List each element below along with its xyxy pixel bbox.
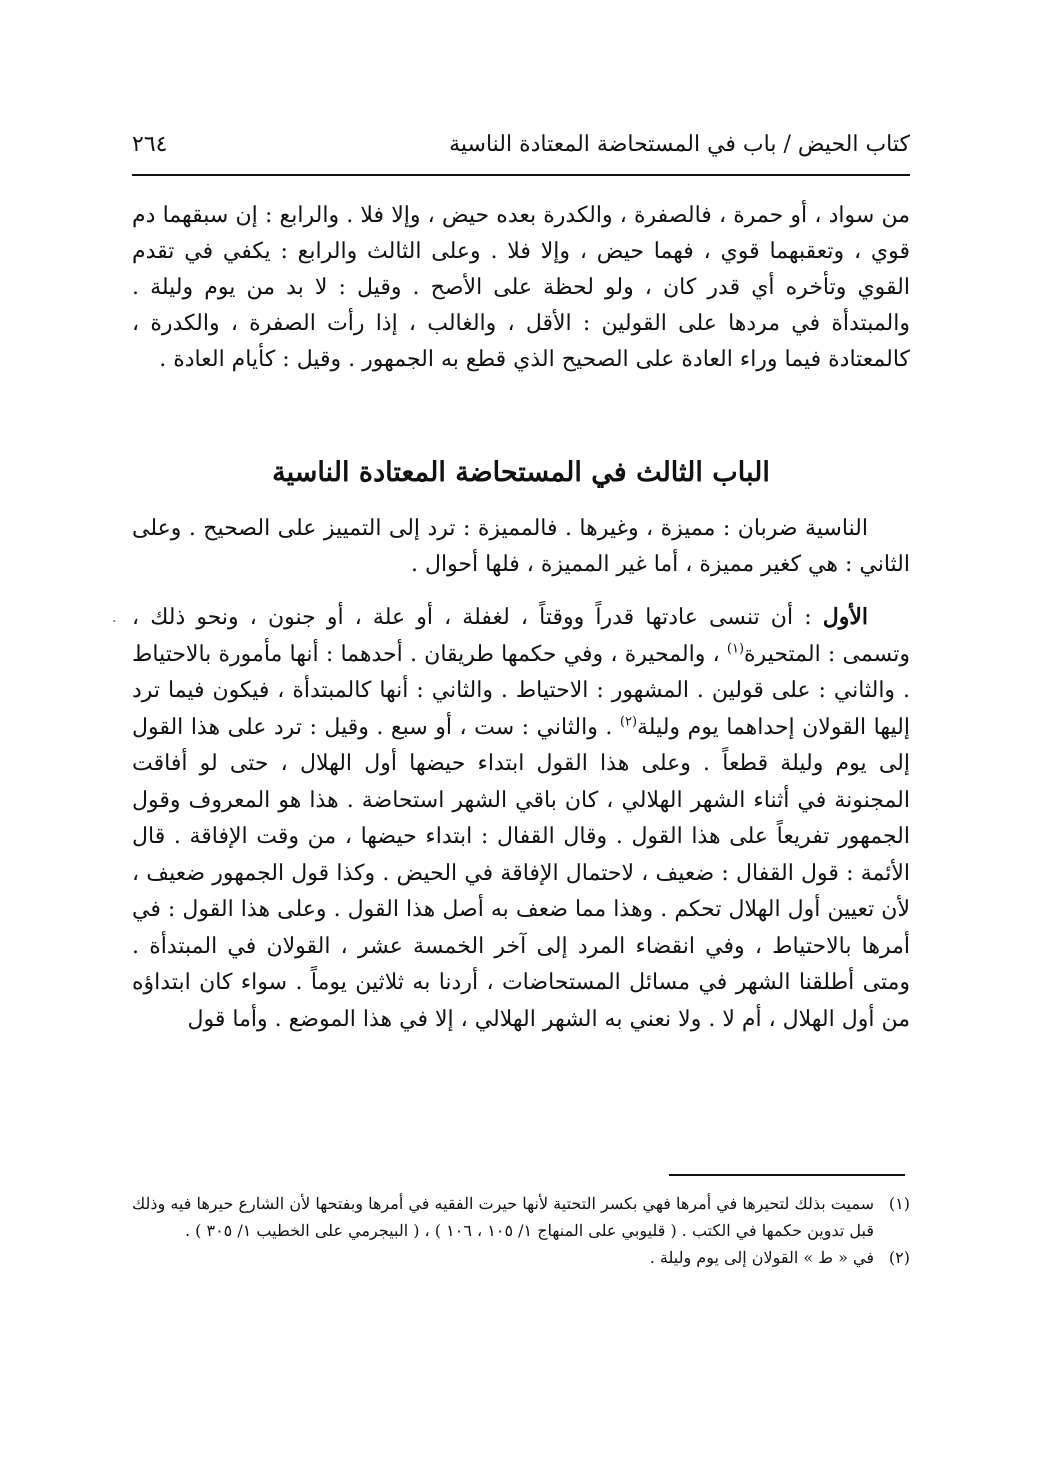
footnotes	[132, 1190, 910, 1271]
chapter-heading: الباب الثالث في المستحاضة المعتادة الناسية	[272, 457, 770, 488]
footnote-2	[132, 1244, 910, 1271]
footnote-number: (٢)	[888, 1248, 910, 1267]
first-case-lead: الأول	[822, 604, 868, 630]
footnote-ref-2[interactable]: (٢)	[619, 714, 638, 730]
header-divider	[132, 174, 910, 176]
first-case-text-1: : أن تنسى عادتها قدراً ووقتاً ، لغفلة ، أو علة ، أو جنون ، ونحو ذلك ، وتسمى : المتحيرة	[132, 605, 910, 667]
first-case-text-2: ، والمحيرة ، وفي حكمها طريقان . أحدهما : أنها مأمورة بالاحتياط . والثاني : على قولين . المشهور : الاحتياط . والثاني : أنها كالمبتدأة ، فيكون فيما ترد إليها القولان إحداهما يوم وليلة	[132, 641, 910, 740]
page-number: ٢٦٤	[132, 132, 168, 157]
footnote-ref-1[interactable]: (١)	[726, 641, 745, 657]
header-title: كتاب الحيض / باب في المستحاضة المعتادة الناسية	[449, 132, 910, 157]
first-case-text-3: . والثاني : ست ، أو سبع . وقيل : ترد على هذا القول إلى يوم وليلة قطعاً . وعلى هذا القول ابتداء حيضها أول الهلال ، حتى لو أفاقت المجنونة في أثناء الشهر الهلالي ، كان باقي الشهر استحاضة . هذا هو المعروف وقول الجمهور تفريعاً على هذا القول . وقال القفال : ابتداء حيضها ، من وقت الإفاقة . قال الأئمة : قول القفال : ضعيف ، لاحتمال الإفاقة في الحيض . وكذا قول الجمهور ضعيف ، لأن تعيين أول الهلال تحكم . وهذا مما ضعف به أصل هذا القول . وعلى هذا القول : في أمرها بالاحتياط ، وفي انقضاء المرد إلى آخر الخمسة عشر ، القولان في المبتدأة . ومتى أطلقنا الشهر في مسائل المستحاضات ، أردنا به ثلاثين يوماً . سواء كان ابتداؤه من أول الهلال ، أم لا . ولا نعني به الشهر الهلالي ، إلا في هذا الموضع . وأما قول	[132, 714, 910, 1032]
footnote-divider	[669, 1174, 905, 1176]
intro-paragraph: من سواد ، أو حمرة ، فالصفرة ، والكدرة بعده حيض ، وإلا فلا . والرابع : إن سبقهما دم قوي ، وتعقبهما قوي ، فهما حيض ، وإلا فلا . وعلى الثالث والرابع : يكفي في تقدم القوي وتأخره أي قدر كان ، ولو لحظة على الأصح . وقيل : لا بد من يوم وليلة . والمبتدأة في مردها على القولين : الأقل ، والغالب ، إذا رأت الصفرة ، والكدرة ، كالمعتادة فيما وراء العادة على الصحيح الذي قطع به الجمهور . وقيل : كأيام العادة .	[132, 203, 910, 372]
footnote-text: في « ط » القولان إلى يوم وليلة .	[649, 1248, 874, 1267]
footnote-number: (١)	[888, 1194, 910, 1213]
margin-mark: ·	[112, 614, 117, 630]
divisions-paragraph: الناسية ضربان : مميزة ، وغيرها . فالمميزة : ترد إلى التمييز على الصحيح . وعلى الثاني : هي كغير مميزة ، أما غير المميزة ، فلها أحوال .	[132, 516, 910, 577]
footnote-text: سميت بذلك لتحيرها في أمرها فهي بكسر التحتية لأنها حيرت الفقيه في أمرها وبفتحها لأن الشارع حيرها فيه وذلك قبل تدوين حكمها في الكتب . ( قليوبي على المنهاج ١/ ١٠٥ ، ١٠٦ ) ، ( البيجرمي على الخطيب ١/ ٣٠٥ ) .	[132, 1194, 875, 1240]
first-case-paragraph	[132, 599, 910, 1038]
running-header	[132, 128, 910, 170]
footnote-1	[132, 1190, 910, 1244]
